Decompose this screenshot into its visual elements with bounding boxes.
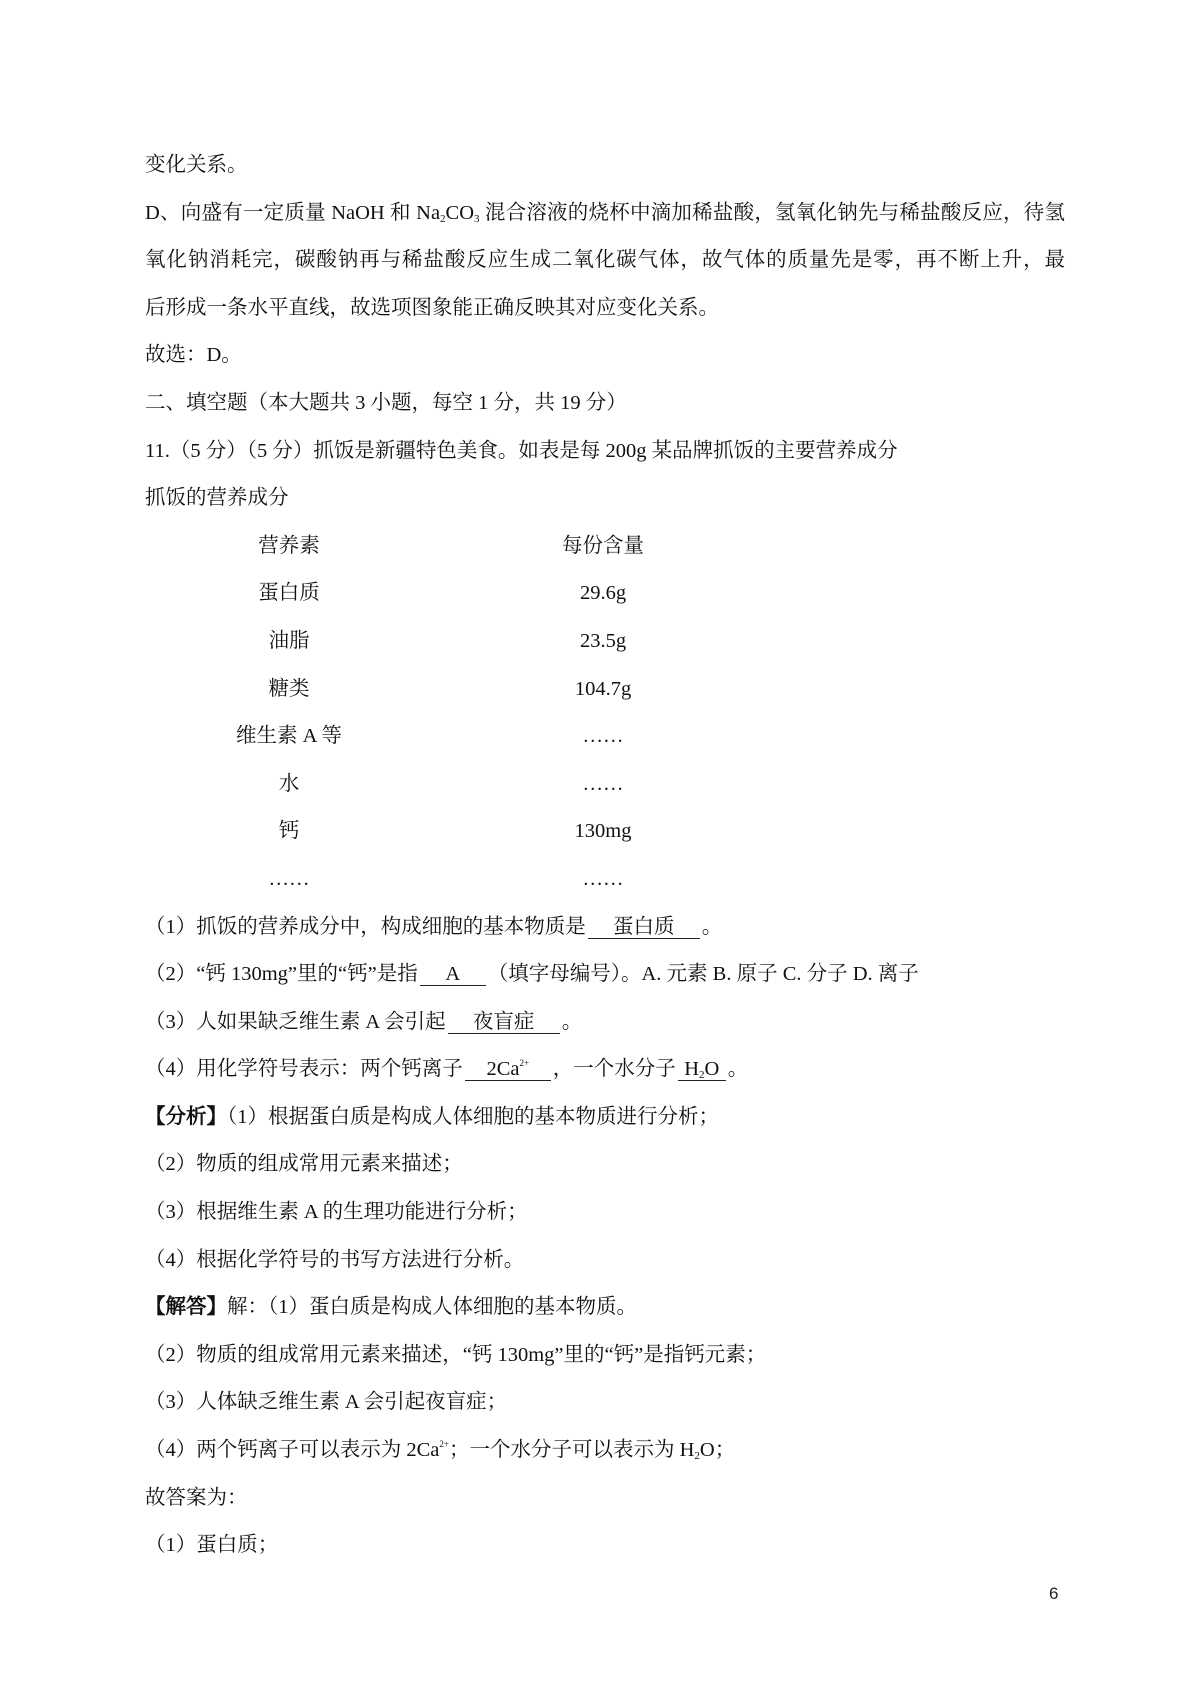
sub-question-2 [145,951,1065,999]
text-run: D、向盛有一定质量 NaOH 和 Na [145,201,441,224]
solution-line-1 [145,1284,1065,1332]
text-run: （4）用化学符号表示：两个钙离子 [145,1058,463,1081]
table-header-cell: 营养素 [258,534,320,557]
option-d-line-1 [145,190,1065,238]
table-cell: 油脂 [268,629,310,652]
answer-blank [465,1058,551,1081]
table-row [145,808,1065,856]
table-cell: 130mg [574,820,632,843]
table-cell: 23.5g [579,629,627,652]
superscript: 2+ [439,1439,449,1450]
choice-answer: 故选：D。 [145,344,242,367]
answer-blank: 蛋白质 [588,916,700,939]
text-run: O； [699,1439,736,1462]
document-body [145,142,1065,1570]
table-header-row [145,523,1065,571]
table-cell: 水 [278,772,300,795]
final-answer-1: （1）蛋白质； [145,1534,279,1557]
table-row [145,666,1065,714]
table-row [145,713,1065,761]
text-run: O [704,1058,720,1081]
nutrition-table [145,523,1065,904]
text-run: 。 [561,1010,583,1033]
table-row [145,856,1065,904]
option-d-line-3: 后形成一条水平直线，故选项图象能正确反映其对应变化关系。 [145,296,719,319]
text-run: （1）抓饭的营养成分中，构成细胞的基本物质是 [145,915,586,938]
table-cell: …… [582,867,624,890]
final-answer-label: 故答案为： [145,1486,248,1509]
option-d-line-2: 氧化钠消耗完，碳酸钠再与稀盐酸反应生成二氧化碳气体，故气体的质量先是零，再不断上升，最 [145,249,1065,272]
previous-explanation-end: 变化关系。 [145,154,248,176]
table-cell: 蛋白质 [258,582,320,605]
subscript: 2 [440,212,446,225]
solution-line-3: （3）人体缺乏维生素 A 会引起夜盲症； [145,1391,508,1414]
text-run: ；一个水分子可以表示为 H [448,1439,695,1462]
text-run: 混合溶液的烧杯中滴加稀盐酸，氢氧化钠先与稀盐酸反应，待氢 [479,201,1065,224]
solution-line-2: （2）物质的组成常用元素来描述，“钙 130mg”里的“钙”是指钙元素； [145,1343,767,1366]
question-11-stem: 11.（5 分）（5 分）抓饭是新疆特色美食。如表是每 200g 某品牌抓饭的主要营养成分 [145,439,898,462]
subscript: 2 [699,1069,705,1082]
section-heading: 二、填空题（本大题共 3 小题，每空 1 分，共 19 分） [145,391,627,414]
text-run: 。 [701,915,723,938]
answer-blank: 夜盲症 [448,1011,560,1034]
text-run: 2Ca [486,1058,520,1081]
table-row [145,761,1065,809]
text-run: （1）根据蛋白质是构成人体细胞的基本物质进行分析； [227,1105,719,1128]
text-run: 。 [727,1058,749,1081]
table-cell: …… [268,867,310,890]
answer-blank [678,1058,726,1081]
text-run: （4）两个钙离子可以表示为 2Ca [145,1439,440,1462]
analysis-line-4: （4）根据化学符号的书写方法进行分析。 [145,1248,525,1271]
table-cell: …… [582,772,624,795]
analysis-line-3: （3）根据维生素 A 的生理功能进行分析； [145,1201,528,1224]
sub-question-4 [145,1046,1065,1094]
answer-blank: A [420,963,486,986]
analysis-line-1 [145,1094,1065,1142]
table-header-cell: 每份含量 [562,534,644,557]
solution-line-4 [145,1427,1065,1475]
text-run: CO [445,201,475,224]
analysis-line-2: （2）物质的组成常用元素来描述； [145,1153,463,1176]
table-cell: 维生素 A 等 [236,725,342,748]
text-run: （填字母编号）。A. 元素 B. 原子 C. 分子 D. 离子 [487,963,919,986]
table-cell: 29.6g [579,582,627,605]
table-cell: 钙 [278,820,300,843]
table-cell: 糖类 [268,677,310,700]
table-cell: 104.7g [574,677,632,700]
subscript: 3 [474,212,480,225]
superscript: 2+ [519,1058,530,1069]
sub-question-1 [145,904,1065,952]
text-run: （2）“钙 130mg”里的“钙”是指 [145,963,418,986]
analysis-label: 【分析】 [145,1105,227,1128]
text-run: （3）人如果缺乏维生素 A 会引起 [145,1010,446,1033]
table-row [145,618,1065,666]
text-run: 解：（1）蛋白质是构成人体细胞的基本物质。 [227,1296,637,1319]
solution-label: 【解答】 [145,1296,227,1319]
page-number: 6 [1049,1584,1059,1603]
sub-question-3 [145,999,1065,1047]
text-run: H [684,1058,699,1081]
text-run: ，一个水分子 [552,1058,676,1081]
table-cell: …… [582,725,624,748]
table-row [145,570,1065,618]
subscript: 2 [694,1450,700,1463]
table-caption: 抓饭的营养成分 [145,487,289,510]
